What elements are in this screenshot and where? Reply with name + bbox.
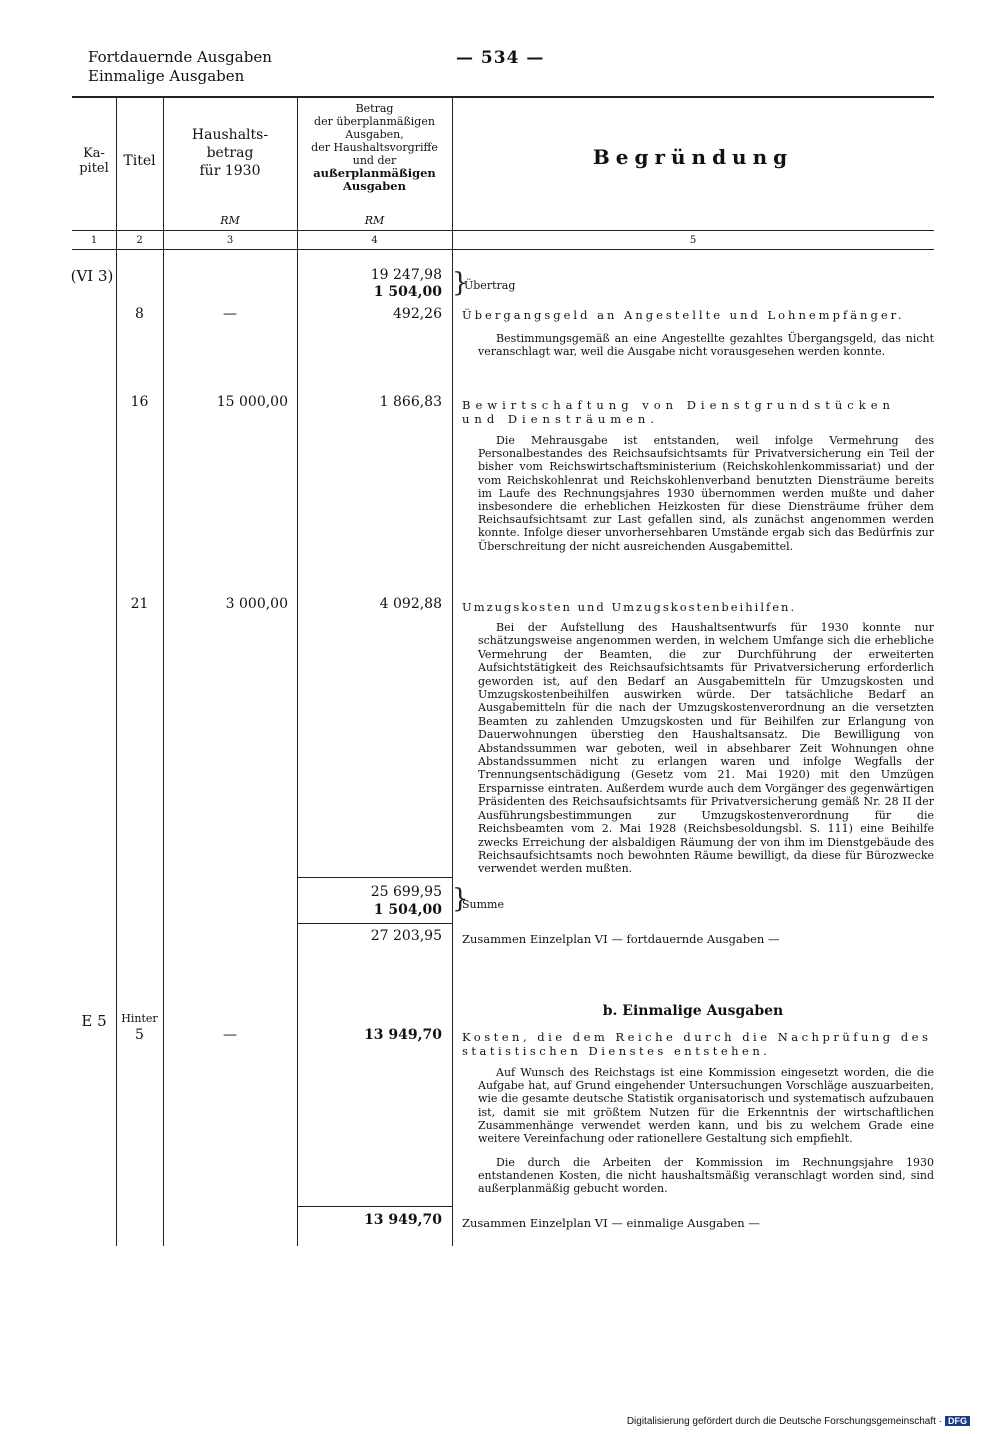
credit-text: Digitalisierung gefördert durch die Deutsche Forschungsgemeinschaft ·	[626, 1416, 942, 1427]
title-21: Umzugskosten und Umzugskostenbeihilfen.	[462, 600, 797, 614]
summe-value-b: 1 504,00	[373, 902, 442, 918]
kapitel-e5: E 5	[81, 1012, 107, 1030]
uebertrag-label: Übertrag	[464, 279, 516, 292]
col-number-2: 2	[136, 235, 143, 246]
col-header-kapitel: Ka- pitel	[79, 146, 109, 176]
summe-value-a: 25 699,95	[370, 884, 442, 900]
zusammen-einmalig-value: 13 949,70	[364, 1212, 442, 1228]
haushalt-21: 3 000,00	[225, 596, 288, 612]
page-number: — 534 —	[456, 48, 545, 68]
titel-16: 16	[130, 394, 149, 410]
titel-e5-prefix: Hinter	[121, 1012, 158, 1025]
sum-rule	[297, 877, 453, 878]
col-number-4: 4	[371, 235, 378, 246]
table-top-rule	[72, 96, 934, 98]
dfg-logo: DFG	[945, 1416, 970, 1426]
kapitel-vi3: (VI 3)	[70, 267, 114, 285]
brace-icon: }	[452, 268, 469, 298]
currency-label-3: RM	[220, 214, 240, 227]
betrag-8: 492,26	[393, 306, 442, 322]
titel-21: 21	[130, 596, 149, 612]
haushalt-16: 15 000,00	[216, 394, 288, 410]
header-rule-2	[72, 249, 934, 250]
titel-8: 8	[135, 306, 144, 322]
zusammen-einmalig-text: Zusammen Einzelplan VI — einmalige Ausgaben —	[462, 1216, 760, 1230]
text-16: Die Mehrausgabe ist entstanden, weil infolge Vermehrung des Personalbestandes des Reichsaufsichtsamts für Privatversicherung ein Teil der bisher vom Reichswirtschaftsministerium (Reichskohlenkommissariat) und der vom Reichskohlenrat und Reichskohlenverband benutzten Diensträume bereits im Laufe des Rechnungsjahres 1930 übernommen werden mußte und daher insbesondere die erheblichen Heizkosten für diese Diensträume früher dem Reichsaufsichtsamt zur Last gefallen sind, als zunächst angenommen werden konnte. Infolge dieser unvorhersehbaren Umstände ergab sich das Bedürfnis zur Überschreitung der nicht ausreichenden Ausgabemittel.	[478, 434, 934, 553]
sum-rule-2	[297, 923, 453, 924]
col-number-1: 1	[90, 235, 98, 246]
col-header-betrag: Betrag der überplanmäßigen Ausgaben, der Haushaltsvorgriffe und der	[311, 102, 438, 167]
col-number-5: 5	[689, 235, 697, 246]
brace-icon: }	[452, 884, 469, 914]
col-header-titel: Titel	[123, 153, 156, 169]
text-21: Bei der Aufstellung des Haushaltsentwurfs für 1930 konnte nur schätzungsweise angenommen werden, in welchem Umfange sich die erhebliche Vermehrung der Beamten, die zur Durchführung der erweiterten Aufsichtstätigkeit des Reichsaufsichtsamts für Privatversicherung erforderlich geworden ist, auf den Bedarf an Ausgabemitteln für Umzugskosten und Umzugskostenbeihilfen auswirken würde. Der tatsächliche Bedarf an Ausgabemitteln für die nach der Umzugskostenverordnung an die versetzten Beamten zu zahlenden Umzugskosten und für Beihilfen zur Erlangung von Dauerwohnungen überstieg den Haushaltsansatz. Die Bewilligung von Abstandssummen war geboten, weil in absehbarer Zeit Wohnungen ohne Abstandssummen nicht zu erlangen waren und infolge Wegfalls der Trennungsentschädigung (Gesetz vom 21. Mai 1920) mit den Umzügen Ersparnisse eintraten. Außerdem wurde auch dem Vorgänger des gegenwärtigen Präsidenten des Reichsaufsichtsamts für Privatversicherung gemäß Nr. 28 II der Ausführungsbestimmungen zur Umzugskostenverordnung für die Reichsbeamten vom 2. Mai 1928 (Reichsbesoldungsbl. S. 111) eine Beihilfe zwecks Erreichung der alsbaldigen Räumung der von ihm im Dienstgebäude des Reichsaufsichtsamts noch bewohnten Räume bewilligt, da diese für Bürozwecke verwendet werden mußten.	[478, 621, 934, 876]
currency-label-4: RM	[364, 214, 385, 227]
betrag-e5: 13 949,70	[364, 1027, 442, 1043]
col-header-begruendung: Begründung	[592, 145, 794, 169]
uebertrag-value-a: 19 247,98	[370, 267, 442, 283]
header-line-2: Einmalige Ausgaben	[88, 67, 245, 85]
col-number-3: 3	[226, 235, 234, 246]
title-e5: Kosten, die dem Reiche durch die Nachprüfung des statistischen Dienstes entstehen.	[462, 1030, 932, 1058]
sum-rule-3	[297, 1206, 453, 1207]
title-16: Bewirtschaftung von Dienstgrundstücken und Diensträumen.	[462, 398, 895, 426]
haushalt-e5: —	[223, 1027, 237, 1043]
header-line-1: Fortdauernde Ausgaben	[88, 48, 272, 66]
haushalt-8: —	[223, 306, 237, 322]
text-e5-2: Die durch die Arbeiten der Kommission im Rechnungsjahre 1930 entstandenen Kosten, die nicht haushaltsmäßig veranschlagt worden sind, sind außerplanmäßig gebucht worden.	[478, 1156, 934, 1196]
betrag-21: 4 092,88	[379, 596, 442, 612]
section-b-heading: b. Einmalige Ausgaben	[602, 1003, 784, 1019]
col-rule-2	[163, 96, 164, 1246]
zusammen-fortdauernd-text: Zusammen Einzelplan VI — fortdauernde Ausgaben —	[462, 932, 780, 946]
titel-e5: 5	[135, 1027, 144, 1043]
title-8: Übergangsgeld an Angestellte und Lohnempfänger.	[462, 308, 905, 322]
col-rule-3	[297, 96, 298, 1246]
uebertrag-value-b: 1 504,00	[373, 284, 442, 300]
text-e5-1: Auf Wunsch des Reichstags ist eine Kommission eingesetzt worden, die die Aufgabe hat, auf Grund eingehender Untersuchungen Vorschläge auszuarbeiten, wie die gesamte deutsche Statistik organisatorisch und systematisch aufzubauen ist, damit sie mit größtem Nutzen für die Erkenntnis der wirtschaftlichen Zusammenhänge verwendet werden kann, und bis zu welchem Grade eine weitere Vereinfachung oder rationellere Gestaltung sich empfiehlt.	[478, 1066, 934, 1146]
text-8: Bestimmungsgemäß an eine Angestellte gezahltes Übergangsgeld, das nicht veranschlagt war, weil die Ausgabe nicht vorausgesehen werden konnte.	[478, 332, 934, 359]
col-header-haushalt: Haushalts- betrag für 1930	[191, 127, 269, 179]
header-rule-1	[72, 230, 934, 231]
digitization-credit	[627, 1416, 970, 1427]
betrag-16: 1 866,83	[379, 394, 442, 410]
col-header-betrag-bold: außerplanmäßigen Ausgaben	[313, 166, 436, 193]
summe-label: Summe	[462, 898, 504, 911]
zusammen-fortdauernd-value: 27 203,95	[370, 928, 442, 944]
running-header	[88, 48, 272, 86]
